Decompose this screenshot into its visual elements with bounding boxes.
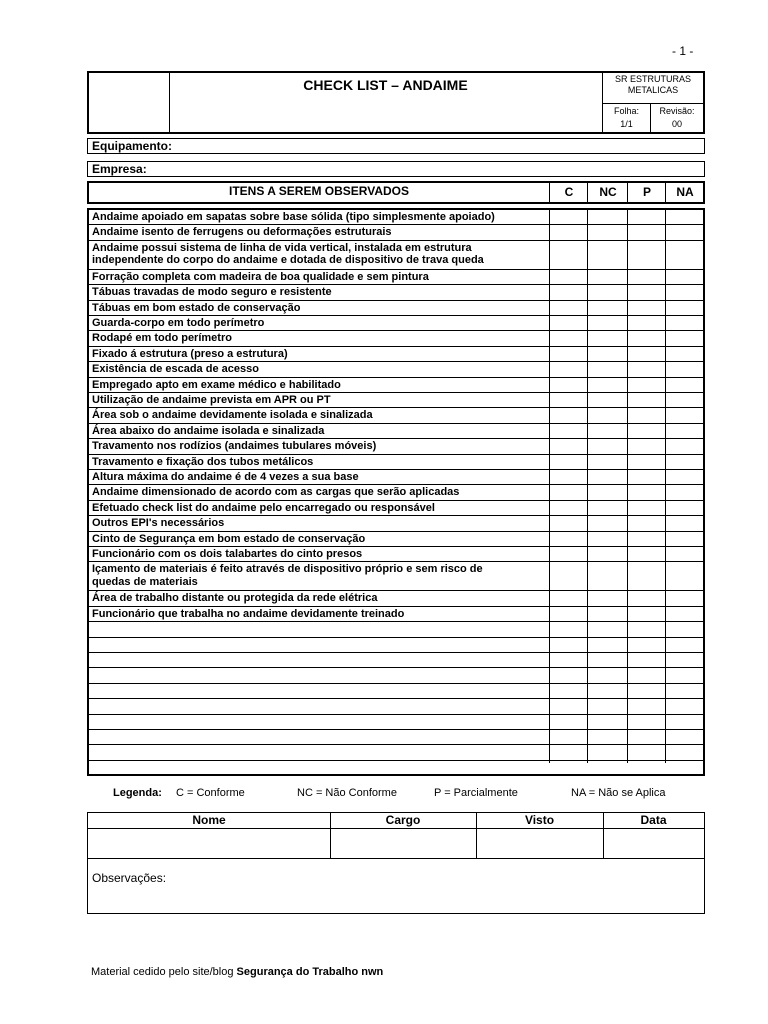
document-title: CHECK LIST – ANDAIME (169, 73, 603, 132)
checklist-item-text: Funcionário que trabalha no andaime devidamente treinado (92, 607, 405, 620)
checklist-header (87, 181, 705, 204)
visto-header: Visto (524, 813, 555, 827)
document-header (87, 71, 705, 134)
checklist-item-text: Outros EPI's necessários (92, 517, 225, 530)
checklist-item-text (89, 684, 549, 685)
checklist-item-text: Guarda-corpo em todo perímetro (92, 317, 265, 329)
checklist-item-text: Altura máxima do andaime é de 4 vezes a sua base (92, 471, 359, 483)
checklist-row (89, 316, 703, 331)
checklist-row (89, 562, 703, 591)
checklist-row (89, 362, 703, 377)
nome-header: Nome (192, 813, 226, 827)
checklist-row (89, 485, 703, 500)
checklist-row (89, 547, 703, 562)
column-divider (549, 210, 550, 763)
empresa-field[interactable]: Empresa: (87, 161, 705, 177)
legend-na: NA = Não se Aplica (571, 787, 666, 799)
col-c-header: C (549, 183, 588, 202)
checklist-item-text: Içamento de materiais é feito através de dispositivo próprio e sem risco de quedas de materiais (92, 563, 483, 588)
checklist-item-text (89, 622, 549, 623)
checklist-item-text (89, 699, 549, 700)
data-header: Data (640, 813, 667, 827)
checklist-item-text: Área sob o andaime devidamente isolada e sinalizada (92, 409, 373, 422)
revisao-label: Revisão: (659, 106, 695, 116)
folha-cell (603, 103, 651, 132)
checklist-row (89, 516, 703, 531)
sig-divider (476, 813, 477, 858)
col-p-header: P (627, 183, 666, 202)
col-na-header: NA (665, 183, 704, 202)
checklist-row (89, 607, 703, 622)
checklist-row (89, 501, 703, 516)
checklist-item-text (89, 745, 549, 746)
sig-row-divider (88, 858, 704, 859)
checklist-row (89, 331, 703, 346)
checklist-item-text: Fixado á estrutura (preso a estrutura) (92, 347, 288, 360)
signature-table (87, 812, 705, 914)
checklist-item-text: Andaime dimensionado de acordo com as cargas que serão aplicadas (92, 486, 460, 499)
checklist-row (89, 408, 703, 423)
col-nc-header: NC (587, 183, 628, 202)
checklist-item-text: Utilização de andaime prevista em APR ou PT (92, 394, 331, 406)
checklist-item-text: Existência de escada de acesso (92, 363, 259, 376)
legend-nc: NC = Não Conforme (297, 787, 397, 799)
footer-prefix: Material cedido pelo site/blog (91, 966, 234, 978)
signature-header-row (88, 813, 704, 829)
checklist-row (89, 225, 703, 240)
checklist-row (89, 532, 703, 547)
checklist-row (89, 591, 703, 606)
observacoes-label: Observações: (92, 871, 167, 885)
checklist-row (89, 347, 703, 362)
footer-credit (91, 966, 383, 978)
checklist-row (89, 378, 703, 393)
cargo-header: Cargo (385, 813, 421, 827)
checklist-item-text: Área abaixo do andaime isolada e sinalizada (92, 424, 325, 437)
checklist-item-text: Travamento nos rodízios (andaimes tubulares móveis) (92, 440, 377, 453)
checklist-row (89, 638, 703, 653)
sig-divider (603, 813, 604, 858)
checklist-item-text: Funcionário com os dois talabartes do cinto presos (92, 548, 363, 560)
folha-label: Folha: (613, 106, 639, 116)
checklist-item-text: Efetuado check list do andaime pelo encarregado ou responsável (92, 501, 435, 514)
checklist-item-text: Travamento e fixação dos tubos metálicos (92, 455, 314, 468)
checklist-item-text: Andaime apoiado em sapatas sobre base sólida (tipo simplesmente apoiado) (92, 211, 495, 223)
checklist-item-text (89, 668, 549, 669)
checklist-item-text: Tábuas travadas de modo seguro e resistente (92, 286, 332, 299)
checklist-item-text (89, 638, 549, 639)
checklist-item-text: Andaime isento de ferrugens ou deformações estruturais (92, 226, 392, 239)
checklist-row (89, 470, 703, 485)
header-meta (603, 73, 703, 132)
sig-divider (330, 813, 331, 858)
checklist-row (89, 285, 703, 300)
column-divider (627, 210, 628, 763)
checklist-row (89, 761, 703, 776)
company-name: SR ESTRUTURAS METALICAS (614, 74, 691, 95)
checklist-item-text: Andaime possui sistema de linha de vida vertical, instalada em estrutura independente do corpo do andaime e dotada de dispositivo de trava queda (92, 241, 484, 267)
column-divider (587, 210, 588, 763)
legend-p: P = Parcialmente (434, 787, 518, 799)
checklist-table (87, 208, 705, 776)
page-number: - 1 - (672, 44, 694, 58)
checklist-item-text: Forração completa com madeira de boa qualidade e sem pintura (92, 270, 429, 283)
checklist-row (89, 393, 703, 408)
checklist-item-text: Empregado apto em exame médico e habilitado (92, 378, 341, 391)
checklist-row (89, 745, 703, 760)
checklist-row (89, 699, 703, 714)
checklist-row (89, 622, 703, 637)
revisao-value: 00 (671, 119, 682, 129)
checklist-item-text: Área de trabalho distante ou protegida da rede elétrica (92, 592, 378, 605)
legend-c: C = Conforme (176, 787, 245, 799)
footer-site: Segurança do Trabalho nwn (236, 966, 384, 978)
checklist-item-text (89, 715, 549, 716)
checklist-row (89, 210, 703, 225)
checklist-row (89, 455, 703, 470)
checklist-row (89, 241, 703, 270)
checklist-item-text: Cinto de Segurança em bom estado de conservação (92, 532, 366, 545)
checklist-row (89, 668, 703, 683)
checklist-row (89, 715, 703, 730)
checklist-item-text (89, 761, 549, 762)
folha-value: 1/1 (620, 119, 633, 129)
checklist-item-text: Tábuas em bom estado de conservação (92, 301, 301, 314)
checklist-item-text (89, 653, 549, 654)
checklist-row (89, 439, 703, 454)
checklist-row (89, 653, 703, 668)
legend-label: Legenda: (113, 787, 162, 799)
equipamento-field[interactable]: Equipamento: (87, 138, 705, 154)
column-divider (665, 210, 666, 763)
checklist-item-text (89, 730, 549, 731)
checklist-row (89, 301, 703, 316)
checklist-row (89, 270, 703, 285)
checklist-row (89, 424, 703, 439)
checklist-row (89, 730, 703, 745)
checklist-row (89, 684, 703, 699)
checklist-item-text: Rodapé em todo perímetro (92, 332, 232, 345)
logo-area (89, 73, 170, 132)
items-header: ITENS A SEREM OBSERVADOS (228, 184, 410, 198)
revisao-cell (651, 103, 703, 132)
